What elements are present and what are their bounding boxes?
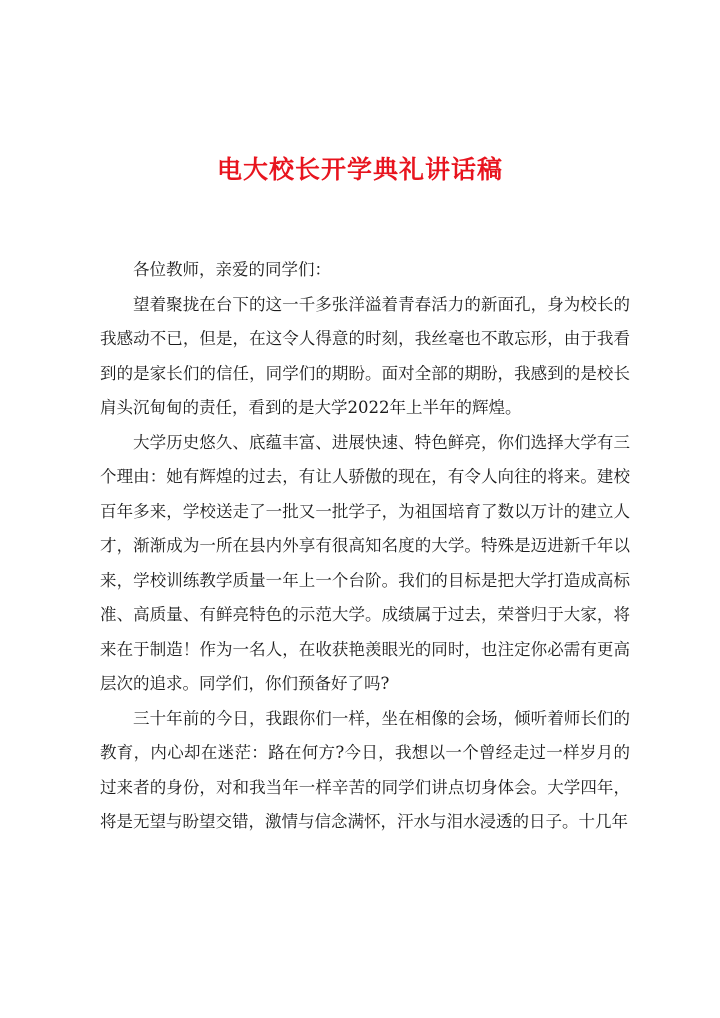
body-paragraph: 望着聚拢在台下的这一千多张洋溢着青春活力的新面孔，身为校长的我感动不已，但是，在这令人得意的时刻，我丝毫也不敢忘形，由于我看到的是家长们的信任，同学们的期盼。面对全部的期盼，我感到的是校长肩头沉甸甸的责任，看到的是大学2022年上半年的辉煌。	[100, 294, 630, 417]
document-title: 电大校长开学典礼讲话稿	[216, 155, 503, 184]
salutation-paragraph: 各位教师，亲爱的同学们：	[133, 260, 331, 279]
body-paragraph: 大学历史悠久、底蕴丰富、进展快速、特色鲜亮，你们选择大学有三个理由：她有辉煌的过去，有让人骄傲的现在，有令人向往的将来。建校百年多来，学校送走了一批又一批学子，为祖国培育了数以万计的建立人才，渐渐成为一所在县内外享有很高知名度的大学。特殊是迈进新千年以来，学校训练教学质量一年上一个台阶。我们的目标是把大学打造成高标准、高质量、有鲜亮特色的示范大学。成绩属于过去，荣誉归于大家，将来在于制造！作为一名人，在收获艳羡眼光的同时，也注定你必需有更高层次的追求。同学们，你们预备好了吗?	[100, 432, 630, 693]
document-body	[100, 253, 630, 840]
body-paragraph: 三十年前的今日，我跟你们一样，坐在相像的会场，倾听着师长们的教育，内心却在迷茫：路在何方?今日，我想以一个曾经走过一样岁月的过来者的身份，对和我当年一样辛苦的同学们讲点切身体会。大学四年，将是无望与盼望交错，激情与信念满怀，汗水与泪水浸透的日子。十几年	[100, 708, 630, 831]
